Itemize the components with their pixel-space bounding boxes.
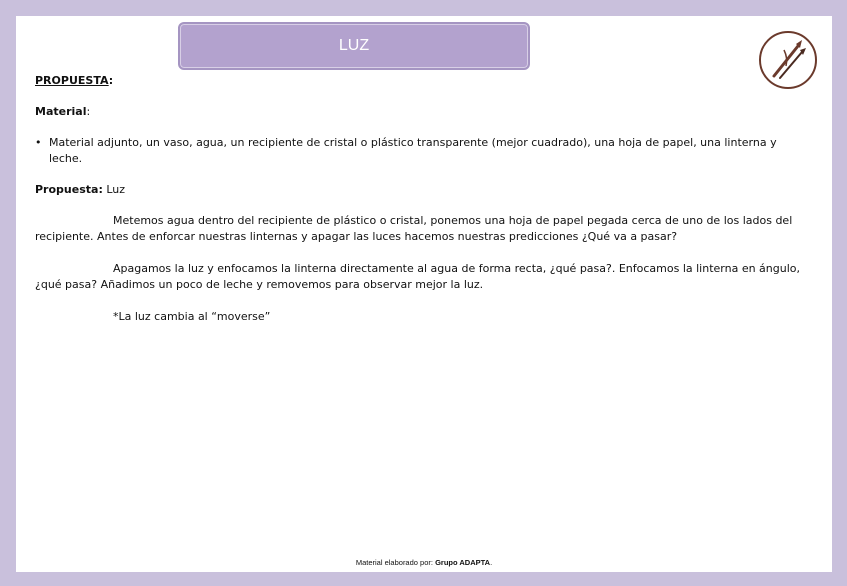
propuesta-heading-colon: : <box>108 74 114 87</box>
paragraph-3: *La luz cambia al “moverse” <box>113 310 271 323</box>
material-list-item <box>35 135 805 167</box>
propuesta-heading: PROPUESTA <box>35 74 109 87</box>
propuesta-label: Propuesta: <box>35 183 103 196</box>
material-item-text: Material adjunto, un vaso, agua, un recipiente de cristal o plástico transparente (mejor cuadrado), una hoja de papel, una linterna y leche. <box>49 136 777 165</box>
material-colon: : <box>86 105 91 118</box>
propuesta-value: Luz <box>106 183 126 196</box>
paragraph-2: Apagamos la luz y enfocamos la linterna directamente al agua de forma recta, ¿qué pasa?. Enfocamos la linterna en ángulo, ¿qué pasa? Añadimos un poco de leche y removemos para observar mejor la luz. <box>35 262 801 291</box>
material-label: Material <box>35 105 87 118</box>
paragraph-1: Metemos agua dentro del recipiente de plástico o cristal, ponemos una hoja de papel pegada cerca de uno de los lados del recipiente. Antes de enforcar nuestras linternas y apagar las luces hacemos nuestras predicciones ¿Qué va a pasar? <box>35 214 793 243</box>
footer-prefix: Material elaborado por: <box>355 558 433 567</box>
footer-author: Grupo ADAPTA <box>435 558 491 567</box>
page-title: LUZ <box>178 22 530 70</box>
footer-credit <box>16 558 832 567</box>
document-content <box>35 73 805 325</box>
footer-suffix: . <box>490 558 493 567</box>
document-page <box>16 16 832 572</box>
bullet-icon: • <box>35 136 42 149</box>
